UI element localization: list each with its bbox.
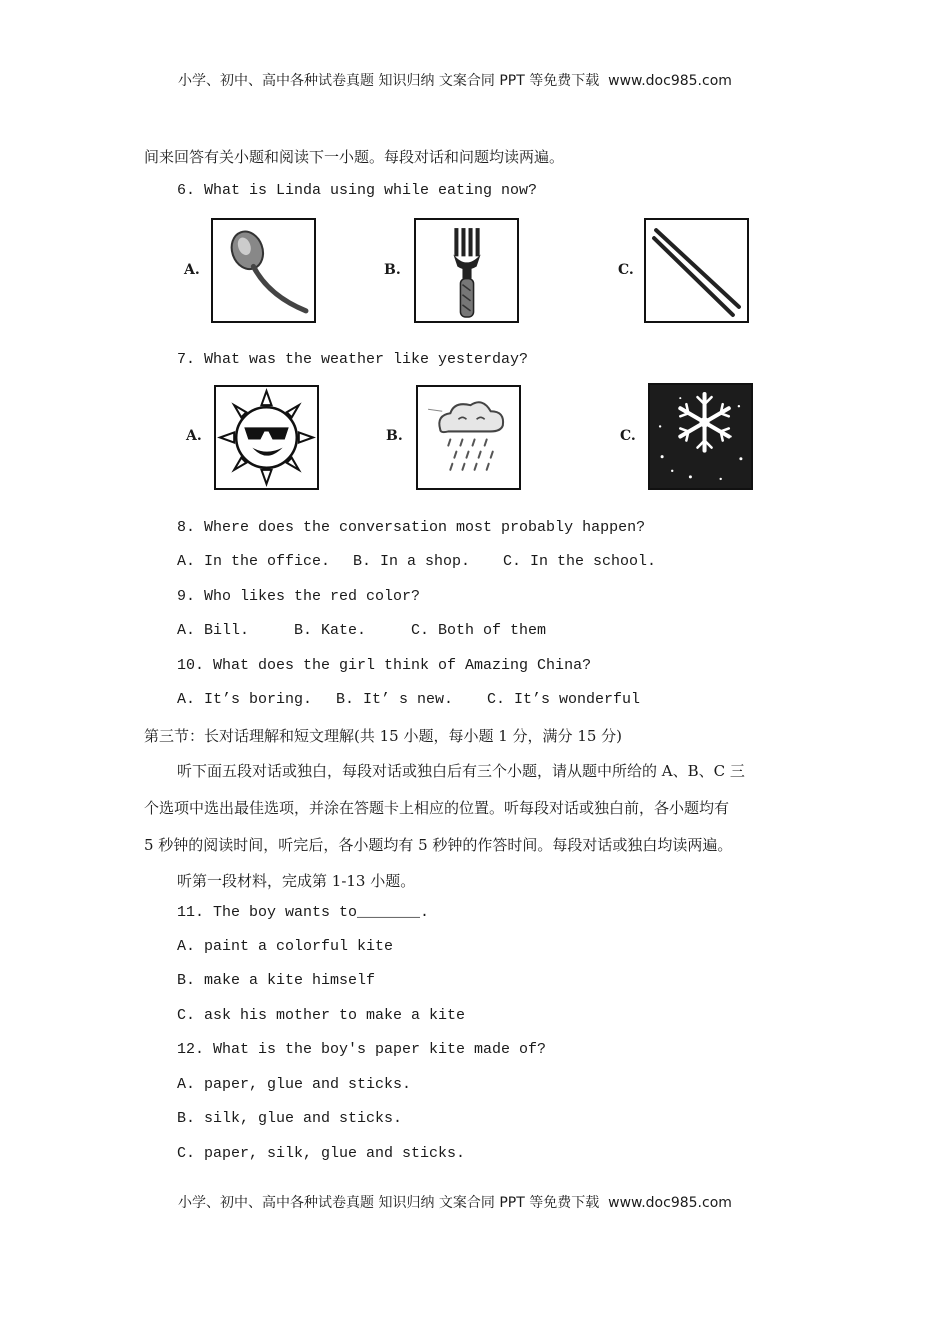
section3-title: 第三节：长对话理解和短文理解(共 15 小题，每小题 1 分，满分 15 分) xyxy=(144,727,623,745)
snowflake-icon[interactable] xyxy=(648,383,753,490)
intro-line: 间来回答有关小题和阅读下一小题。每段对话和问题均读两遍。 xyxy=(144,148,565,166)
q9-option-b: B. Kate. xyxy=(294,622,367,639)
header-url: www.doc985.com xyxy=(608,73,732,89)
chopsticks-icon[interactable] xyxy=(644,218,749,323)
section3-para-line1: 听下面五段对话或独白，每段对话或独白后有三个小题，请从题中所给的 A、B、C 三 xyxy=(177,762,745,780)
q12-option-b: B. silk, glue and sticks. xyxy=(177,1110,403,1127)
q11-option-c: C. ask his mother to make a kite xyxy=(177,1007,466,1024)
q6-option-c-letter: C. xyxy=(618,262,634,278)
q8-option-b: B. In a shop. xyxy=(353,553,471,570)
q7-option-a-letter: A. xyxy=(186,428,202,444)
q12-option-a: A. paper, glue and sticks. xyxy=(177,1076,412,1093)
q12-option-c: C. paper, silk, glue and sticks. xyxy=(177,1145,466,1162)
page-footer xyxy=(178,1192,732,1212)
rain-cloud-icon[interactable] xyxy=(416,385,521,490)
q6-question: 6. What is Linda using while eating now? xyxy=(177,182,538,199)
header-text: 小学、初中、高中各种试卷真题 知识归纳 文案合同 PPT 等免费下载 xyxy=(178,73,600,89)
q12-question: 12. What is the boy's paper kite made of? xyxy=(177,1041,547,1058)
q8-option-c: C. In the school. xyxy=(503,553,657,570)
q8-question: 8. Where does the conversation most probably happen? xyxy=(177,519,646,536)
q11-question: 11. The boy wants to_______. xyxy=(177,904,430,921)
footer-url: www.doc985.com xyxy=(608,1195,732,1211)
q11-option-b: B. make a kite himself xyxy=(177,972,376,989)
q8-option-a: A. In the office. xyxy=(177,553,331,570)
page-header xyxy=(178,70,732,90)
q6-option-a-letter: A. xyxy=(184,262,200,278)
q9-option-a: A. Bill. xyxy=(177,622,250,639)
spoon-icon[interactable] xyxy=(211,218,316,323)
q7-option-c-letter: C. xyxy=(620,428,636,444)
q11-option-a: A. paint a colorful kite xyxy=(177,938,394,955)
q6-option-b-letter: B. xyxy=(384,262,401,278)
q7-question: 7. What was the weather like yesterday? xyxy=(177,351,529,368)
fork-icon[interactable] xyxy=(414,218,519,323)
q9-option-c: C. Both of them xyxy=(411,622,547,639)
section3-para-line3: 5 秒钟的阅读时间，听完后，各小题均有 5 秒钟的作答时间。每段对话或独白均读两遍。 xyxy=(144,836,733,854)
q10-question: 10. What does the girl think of Amazing China? xyxy=(177,657,592,674)
section3-para-line2: 个选项中选出最佳选项，并涂在答题卡上相应的位置。听每段对话或独白前，各小题均有 xyxy=(144,799,730,817)
q10-option-a: A. It’s boring. xyxy=(177,691,313,708)
q9-question: 9. Who likes the red color? xyxy=(177,588,421,605)
q10-option-b: B. It’ s new. xyxy=(336,691,454,708)
footer-text: 小学、初中、高中各种试卷真题 知识归纳 文案合同 PPT 等免费下载 xyxy=(178,1195,600,1211)
q7-option-b-letter: B. xyxy=(386,428,403,444)
section3-first-material: 听第一段材料，完成第 1-13 小题。 xyxy=(177,872,416,890)
sun-icon[interactable] xyxy=(214,385,319,490)
q10-option-c: C. It’s wonderful xyxy=(487,691,641,708)
